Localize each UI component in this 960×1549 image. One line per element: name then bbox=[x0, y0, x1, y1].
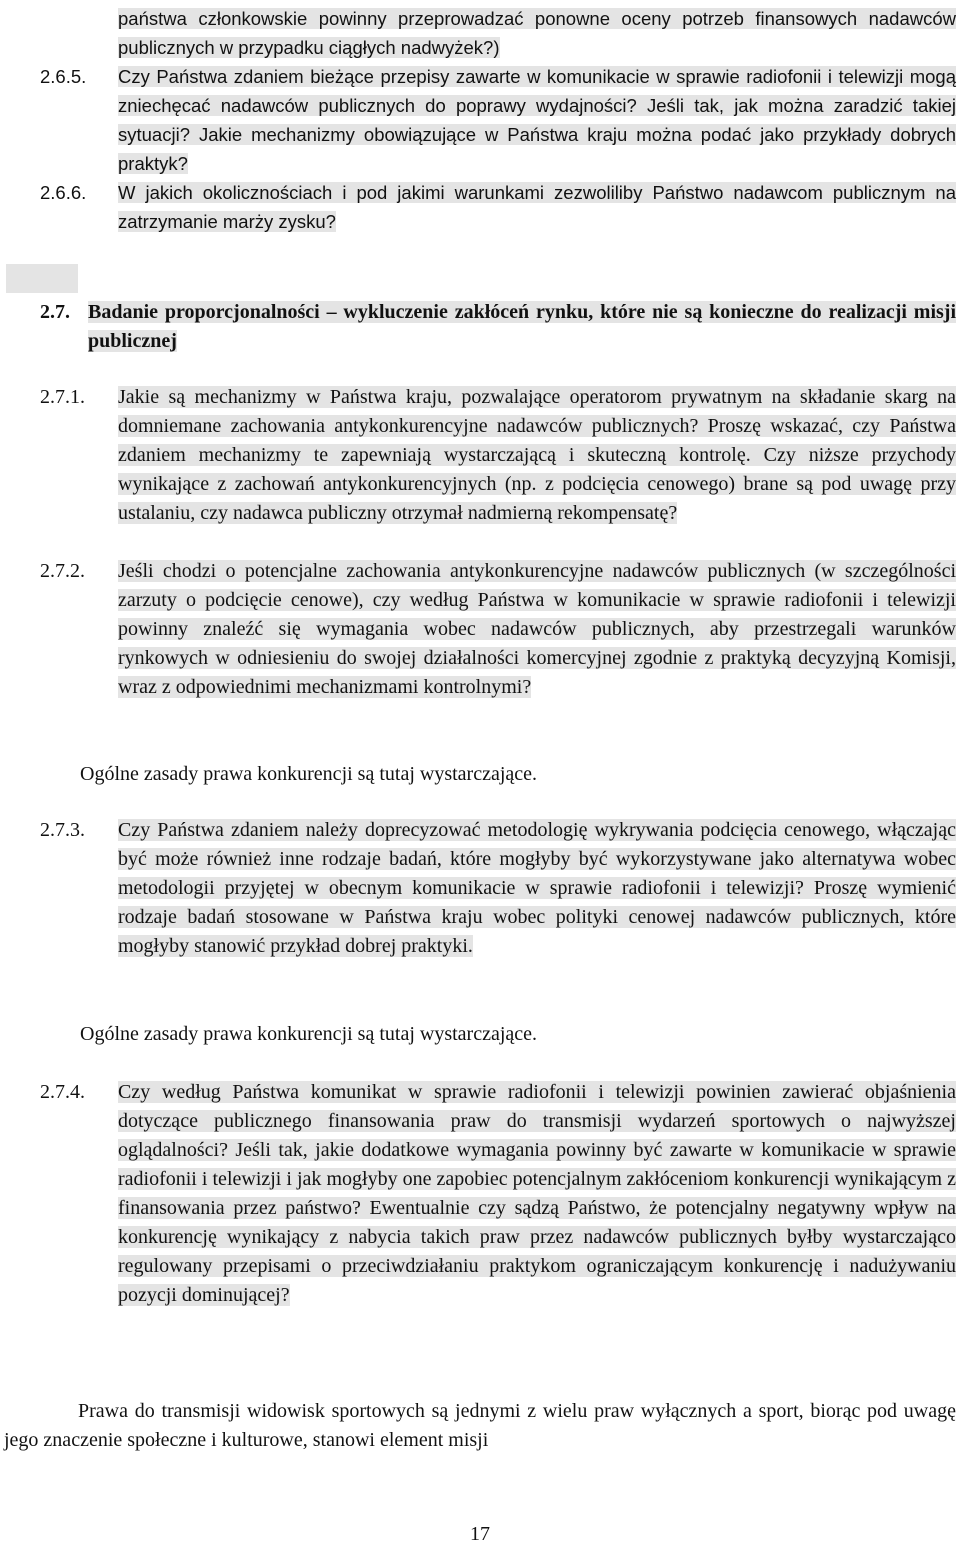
question-2-6-5-text: Czy Państwa zdaniem bieżące przepisy zawarte w komunikacie w sprawie radiofonii i telewizji mogą zniechęcać nadawców publicznych do poprawy wydajności? Jeśli tak, jak można zaradzić takiej sytuacji? Jakie mechanizmy obowiązujące w Państwa kraju można podać jako przykłady dobrych praktyk? bbox=[118, 66, 956, 174]
question-2-6-6-text: W jakich okolicznościach i pod jakimi warunkami zezwoliliby Państwo nadawcom publicznym na zatrzymanie marży zysku? bbox=[118, 182, 956, 232]
question-2-7-2-text: Jeśli chodzi o potencjalne zachowania antykonkurencyjne nadawców publicznych (w szczególności zarzuty o podcięcie cenowe), czy według Państwa w komunikacie w sprawie radiofonii i telewizji powinny znaleźć się wymagania wobec nadawców publicznych, aby przestrzegali warunków rynkowych w odniesieniu do swojej działalności komercyjnej zgodnie z praktyką decyzyjną Komisji, wraz z odpowiednimi mechanizmami kontrolnymi? bbox=[118, 560, 956, 698]
question-number-2-7-4: 2.7.4. bbox=[40, 1081, 85, 1103]
question-2-7-2 bbox=[118, 557, 956, 702]
question-2-6-5 bbox=[118, 62, 956, 178]
closing-paragraph: Prawa do transmisji widowisk sportowych są jednymi z wielu praw wyłącznych a sport, biorąc pod uwagę jego znaczenie społeczne i kulturowe, stanowi element misji bbox=[4, 1400, 956, 1451]
question-2-7-3-text: Czy Państwa zdaniem należy doprecyzować metodologię wykrywania podcięcia cenowego, włączając być może również inne rodzaje badań, które mogłyby być wykorzystywane jako alternatywa wobec metodologii przyjętej w obecnym komunikacie w sprawie radiofonii i telewizji? Proszę wymienić rodzaje badań stosowane w Państwa kraju wobec polityki cenowej nadawców publicznych, które mogłyby stanowić przykład dobrej praktyki. bbox=[118, 819, 956, 957]
section-heading-text: Badanie proporcjonalności – wykluczenie zakłóceń rynku, które nie są konieczne do realizacji misji publicznej bbox=[88, 301, 956, 352]
question-continuation bbox=[118, 4, 956, 62]
question-continuation-text: państwa członkowskie powinny przeprowadzać ponowne oceny potrzeb finansowych nadawców publicznych w przypadku ciągłych nadwyżek?) bbox=[118, 8, 956, 58]
question-2-7-4-text: Czy według Państwa komunikat w sprawie radiofonii i telewizji powinien zawierać objaśnienia dotyczące publicznego finansowania praw do transmisji wydarzeń sportowych o najwyższej oglądalności? Jeśli tak, jakie dodatkowe wymagania powinny być zawarte w komunikacie w sprawie radiofonii i telewizji i jak mogłyby one zapobiec potencjalnym zakłóceniom konkurencji wynikającym z finansowania przez państwo? Ewentualnie czy sądzą Państwo, że potencjalny negatywny wpływ na konkurencję wynikający z nabycia takich praw przez nadawców publicznych byłby wystarczająco regulowany przepisami o przeciwdziałaniu praktykom ograniczającym konkurencję i nadużywaniu pozycji dominującej? bbox=[118, 1081, 956, 1306]
page-number: 17 bbox=[470, 1523, 490, 1545]
question-2-7-4 bbox=[118, 1078, 956, 1310]
section-number: 2.7. bbox=[40, 301, 70, 323]
question-2-6-6 bbox=[118, 178, 956, 236]
question-2-7-1-text: Jakie są mechanizmy w Państwa kraju, pozwalające operatorom prywatnym na składanie skarg na domniemane zachowania antykonkurencyjne nadawców publicznych? Proszę wskazać, czy Państwa zdaniem mechanizmy te zapewniają wystarczającą i skuteczną kontrolę. Czy niższe przychody wynikające z zachowań antykonkurencyjnych (np. z podcięcia cenowego) brane są pod uwagę przy ustalaniu, czy nadawca publiczny otrzymał nadmierną rekompensatę? bbox=[118, 386, 956, 524]
answer-2-7-3: Ogólne zasady prawa konkurencji są tutaj wystarczające. bbox=[80, 1023, 538, 1045]
question-2-7-1 bbox=[118, 383, 956, 528]
question-2-7-3 bbox=[118, 816, 956, 961]
question-number-2-7-1: 2.7.1. bbox=[40, 386, 85, 408]
section-heading bbox=[88, 298, 956, 356]
highlight-marker bbox=[6, 264, 78, 293]
question-number-2-7-2: 2.7.2. bbox=[40, 560, 85, 582]
question-number-2-6-5: 2.6.5. bbox=[40, 66, 87, 87]
question-number-2-6-6: 2.6.6. bbox=[40, 182, 87, 203]
answer-2-7-2: Ogólne zasady prawa konkurencji są tutaj wystarczające. bbox=[80, 763, 538, 785]
question-number-2-7-3: 2.7.3. bbox=[40, 819, 85, 841]
